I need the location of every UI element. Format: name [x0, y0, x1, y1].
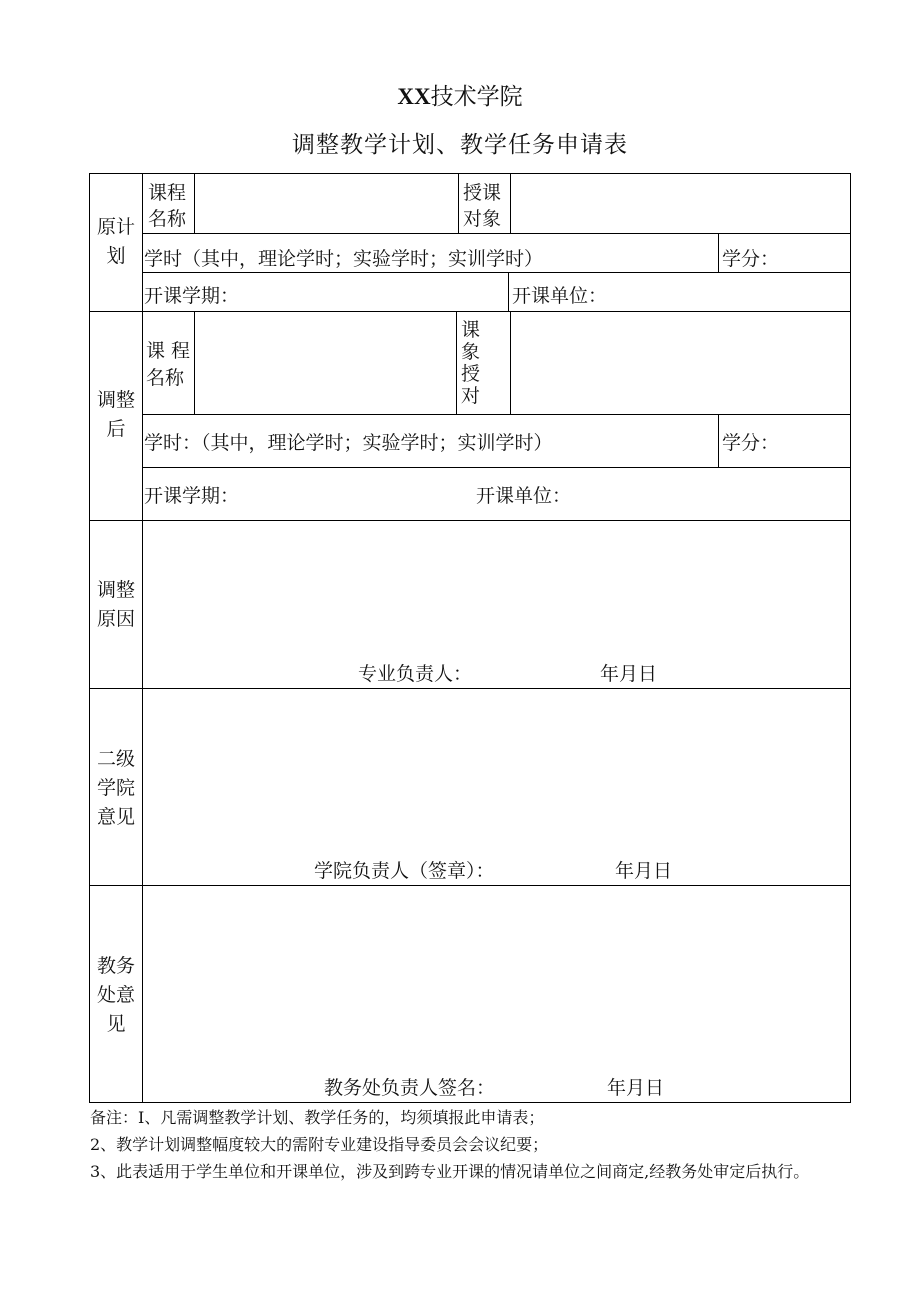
note-line-2: 2、教学计划调整幅度较大的需附专业建设指导委员会会议纪要；	[90, 1135, 549, 1154]
academic-office-label-line1: 教务	[96, 955, 135, 977]
orig-col-divider-unit	[508, 272, 509, 312]
section-divider-reason	[89, 688, 851, 689]
adj-semester-label: 开课学期：	[144, 485, 240, 507]
adj-row-divider-2	[142, 467, 851, 468]
original-plan-label-line2: 划	[106, 245, 126, 267]
note-line-3: 3、此表适用于学生单位和开课单位，涉及到跨专业开课的情况请单位之间商定,经教务处审定后执行。	[90, 1162, 810, 1181]
reason-label-line1: 调整	[96, 579, 135, 601]
orig-semester-label: 开课学期：	[144, 285, 240, 307]
section-divider-adjusted	[89, 520, 851, 521]
orig-target-label	[463, 180, 501, 232]
adj-col-divider-a	[194, 311, 195, 415]
reason-signer-label: 专业负责人：	[358, 663, 473, 685]
form-title: 调整教学计划、教学任务申请表	[292, 132, 628, 158]
reason-label-line2: 原因	[96, 608, 135, 630]
academic-office-label-line3: 见	[106, 1013, 126, 1035]
reason-label	[90, 576, 142, 634]
office-signer-label: 教务处负责人签名：	[324, 1077, 496, 1099]
adj-col-divider-credits	[718, 414, 719, 468]
academic-office-label	[90, 952, 142, 1039]
section-divider-original	[89, 311, 851, 312]
adj-col-divider-b	[456, 311, 457, 415]
section-divider-college	[89, 885, 851, 886]
reason-date-label: 年月日	[600, 663, 658, 685]
adj-hours-text: 学时：（其中，理论学时；实验学时；实训学时）	[144, 432, 553, 454]
college-date-label: 年月日	[615, 860, 673, 882]
office-date-label: 年月日	[607, 1077, 665, 1099]
orig-credits-label: 学分：	[722, 248, 780, 270]
adj-target-char-1: 课	[461, 319, 481, 341]
college-opinion-label	[90, 745, 142, 832]
adj-course-name-line1: 课 程	[146, 340, 191, 362]
original-plan-label	[90, 213, 142, 271]
college-opinion-label-line3: 意见	[96, 806, 135, 828]
institution-title	[0, 78, 920, 111]
adj-target-char-3: 授	[461, 363, 481, 385]
adj-row-divider-1	[142, 414, 851, 415]
adjusted-plan-label-line1: 调整	[96, 389, 135, 411]
form-notes	[90, 1104, 860, 1185]
college-signer-label: 学院负责人（签章）：	[314, 860, 495, 882]
institution-name: 技术学院	[430, 84, 523, 110]
orig-col-divider-c	[510, 173, 511, 234]
orig-target-line2: 对象	[463, 208, 502, 230]
adj-target-char-2: 象	[461, 341, 481, 363]
table-border-right	[850, 173, 851, 1103]
orig-col-divider-a	[194, 173, 195, 234]
academic-office-label-line2: 处意	[96, 984, 135, 1006]
table-border-bottom	[89, 1102, 851, 1103]
adj-target-char-4: 对	[461, 385, 481, 407]
original-plan-label-line1: 原计	[96, 216, 135, 238]
adj-course-name-line2: 名称	[146, 367, 185, 389]
adj-col-divider-c	[510, 311, 511, 415]
adj-target-label	[461, 319, 480, 407]
label-column-divider	[142, 173, 143, 1103]
adjusted-plan-label	[90, 386, 142, 444]
orig-col-divider-credits	[718, 233, 719, 273]
adj-course-name-label	[146, 338, 190, 392]
orig-course-name-label	[148, 180, 186, 232]
orig-hours-text: 学时（其中，理论学时；实验学时；实训学时）	[144, 248, 544, 270]
note-line-1: 备注：I、凡需调整教学计划、教学任务的，均须填报此申请表；	[90, 1108, 545, 1127]
orig-row-divider-1	[142, 233, 851, 234]
adjusted-plan-label-line2: 后	[106, 418, 126, 440]
institution-prefix: XX	[397, 84, 431, 109]
orig-col-divider-b	[458, 173, 459, 234]
orig-course-name-line1: 课程	[148, 182, 187, 204]
orig-course-name-line2: 名称	[148, 208, 187, 230]
orig-target-line1: 授课	[463, 182, 502, 204]
adj-credits-label: 学分：	[722, 432, 780, 454]
orig-row-divider-2	[142, 272, 851, 273]
college-opinion-label-line2: 学院	[96, 777, 135, 799]
adj-unit-label: 开课单位：	[476, 485, 572, 507]
college-opinion-label-line1: 二级	[96, 748, 135, 770]
table-border-top	[89, 173, 851, 174]
orig-unit-label: 开课单位：	[512, 285, 608, 307]
